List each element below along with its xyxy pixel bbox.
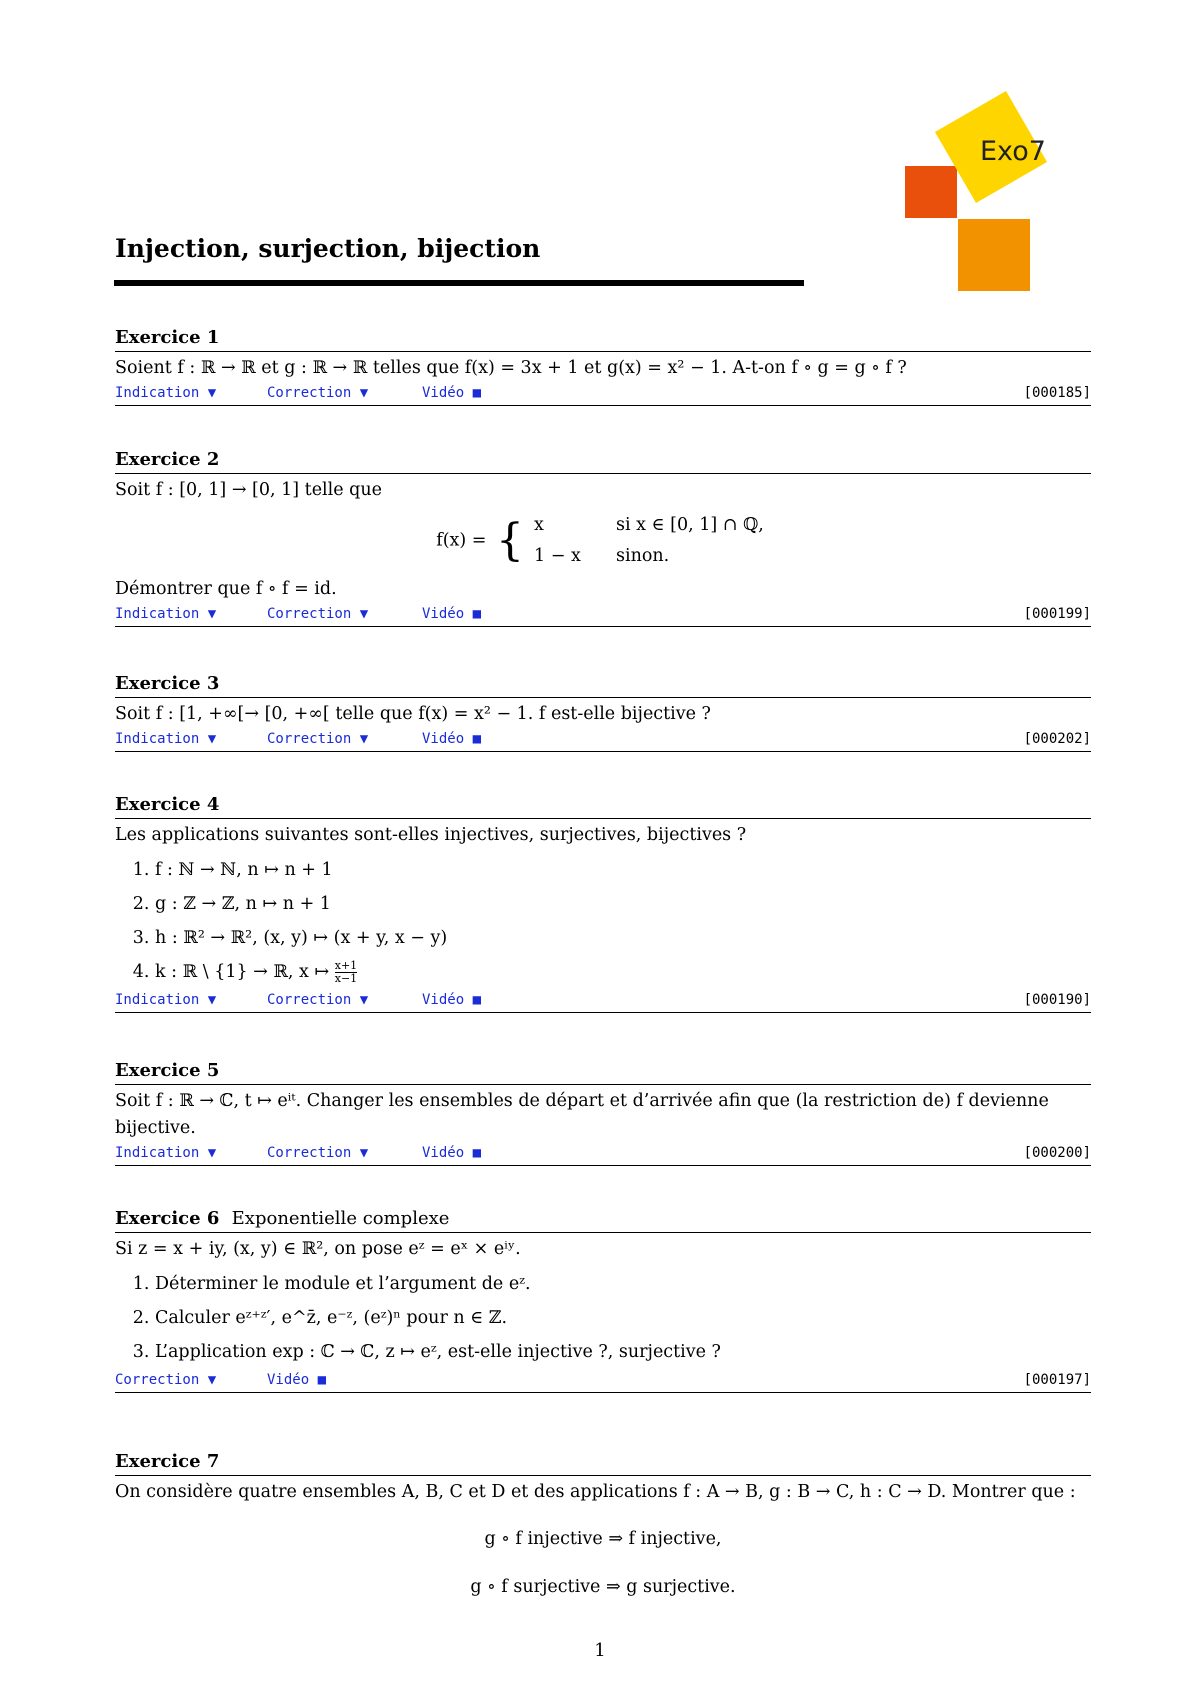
- exercise-3: [115, 673, 1091, 752]
- exercise-links: [115, 1145, 1091, 1166]
- video-link[interactable]: Vidéo ■: [422, 606, 482, 622]
- indication-link[interactable]: Indication ▼: [115, 731, 217, 747]
- fraction: [335, 960, 357, 985]
- video-link[interactable]: Vidéo ■: [267, 1372, 327, 1388]
- exercise-text: Soit f : ℝ → ℂ, t ↦ eⁱᵗ. Changer les ensembles de départ et d’arrivée afin que (la restriction de) f devienne bijective.: [115, 1091, 1049, 1138]
- exercise-4: [115, 794, 1091, 1013]
- correction-link[interactable]: Correction ▼: [267, 992, 369, 1008]
- video-link[interactable]: Vidéo ■: [422, 385, 482, 401]
- exercise-links: [115, 992, 1091, 1013]
- correction-link[interactable]: Correction ▼: [267, 731, 369, 747]
- exercise-7: [115, 1451, 1091, 1601]
- statement-line: g ∘ f surjective ⇒ g surjective.: [470, 1577, 736, 1597]
- exercise-1: [115, 327, 1091, 406]
- exercise-heading: Exercice 3: [115, 673, 1091, 698]
- exercise-code: [000197]: [1023, 1372, 1091, 1388]
- exercise-links: [115, 606, 1091, 627]
- list-item: 3. L’application exp : ℂ → ℂ, z ↦ eᶻ, est-elle injective ?, surjective ?: [155, 1335, 1091, 1369]
- exercise-links: [115, 385, 1091, 406]
- formula-lhs: f(x) =: [436, 530, 487, 551]
- case-condition: sinon.: [616, 546, 670, 566]
- list-item: 3. h : ℝ² → ℝ², (x, y) ↦ (x + y, x − y): [155, 921, 1091, 955]
- exercise-list: [115, 1267, 1091, 1369]
- correction-link[interactable]: Correction ▼: [115, 1372, 217, 1388]
- exercise-intro: On considère quatre ensembles A, B, C et D et des applications f : A → B, g : B → C, h : C → D. Montrer que :: [115, 1482, 1076, 1502]
- exercise-heading: [115, 1208, 1091, 1233]
- exercise-code: [000185]: [1023, 385, 1091, 401]
- exercise-heading: Exercice 5: [115, 1060, 1091, 1085]
- indication-link[interactable]: Indication ▼: [115, 992, 217, 1008]
- logo-text: Exo7: [980, 136, 1046, 167]
- exercise-links: [115, 1372, 1091, 1393]
- exercise-text: Soient f : ℝ → ℝ et g : ℝ → ℝ telles que f(x) = 3x + 1 et g(x) = x² − 1. A-t-on f ∘ g = g ∘ f ?: [115, 358, 907, 378]
- exercise-title: Exercice 6: [115, 1208, 220, 1229]
- exercise-heading: Exercice 4: [115, 794, 1091, 819]
- exercise-text: Soit f : [1, +∞[→ [0, +∞[ telle que f(x) = x² − 1. f est-elle bijective ?: [115, 704, 711, 724]
- exercise-5: [115, 1060, 1091, 1166]
- cases-table: [528, 510, 770, 572]
- left-brace: {: [496, 515, 525, 566]
- video-link[interactable]: Vidéo ■: [422, 1145, 482, 1161]
- page-title: Injection, surjection, bijection: [115, 234, 541, 263]
- exercise-code: [000190]: [1023, 992, 1091, 1008]
- item-text: k : ℝ \ {1} → ℝ, x ↦: [155, 962, 330, 982]
- fraction-denominator: x−1: [334, 972, 358, 985]
- exercise-intro: Soit f : [0, 1] → [0, 1] telle que: [115, 480, 382, 500]
- exercise-2: [115, 449, 1091, 627]
- list-item: 2. Calculer eᶻ⁺ᶻ′, e^z̄, e⁻ᶻ, (eᶻ)ⁿ pour n ∈ ℤ.: [155, 1301, 1091, 1335]
- logo-orange-square: [958, 219, 1030, 291]
- exercise-outro: Démontrer que f ∘ f = id.: [115, 579, 337, 599]
- video-link[interactable]: Vidéo ■: [422, 992, 482, 1008]
- page-number: 1: [594, 1640, 606, 1661]
- list-item: 1. Déterminer le module et l’argument de eᶻ.: [155, 1267, 1091, 1301]
- logo-red-square: [905, 166, 957, 218]
- exercise-heading: Exercice 2: [115, 449, 1091, 474]
- indication-link[interactable]: Indication ▼: [115, 385, 217, 401]
- exercise-list: [115, 853, 1091, 989]
- exercise-heading: Exercice 7: [115, 1451, 1091, 1476]
- correction-link[interactable]: Correction ▼: [267, 1145, 369, 1161]
- title-rule: [114, 280, 804, 286]
- case-value: 1 − x: [534, 546, 581, 566]
- indication-link[interactable]: Indication ▼: [115, 606, 217, 622]
- exo7-logo: [905, 92, 1085, 292]
- indication-link[interactable]: Indication ▼: [115, 1145, 217, 1161]
- statement-line: g ∘ f injective ⇒ f injective,: [484, 1529, 722, 1549]
- formula-cases: [492, 510, 770, 572]
- exercise-intro: Les applications suivantes sont-elles injectives, surjectives, bijectives ?: [115, 825, 747, 845]
- correction-link[interactable]: Correction ▼: [267, 385, 369, 401]
- exercise-6: [115, 1208, 1091, 1393]
- fraction-numerator: x+1: [334, 959, 358, 972]
- exercise-subtitle: Exponentielle complexe: [231, 1208, 450, 1229]
- case-condition: si x ∈ [0, 1] ∩ ℚ,: [616, 515, 764, 535]
- exercise-links: [115, 731, 1091, 752]
- case-value: x: [534, 515, 544, 535]
- exercise-code: [000200]: [1023, 1145, 1091, 1161]
- piecewise-formula: [115, 510, 1091, 572]
- correction-link[interactable]: Correction ▼: [267, 606, 369, 622]
- list-item: 2. g : ℤ → ℤ, n ↦ n + 1: [155, 887, 1091, 921]
- list-item: [155, 955, 1091, 989]
- exercise-intro: Si z = x + iy, (x, y) ∈ ℝ², on pose eᶻ = eˣ × eⁱʸ.: [115, 1239, 521, 1259]
- list-item: 1. f : ℕ → ℕ, n ↦ n + 1: [155, 853, 1091, 887]
- exercise-code: [000202]: [1023, 731, 1091, 747]
- exercise-heading: Exercice 1: [115, 327, 1091, 352]
- video-link[interactable]: Vidéo ■: [422, 731, 482, 747]
- exercise-code: [000199]: [1023, 606, 1091, 622]
